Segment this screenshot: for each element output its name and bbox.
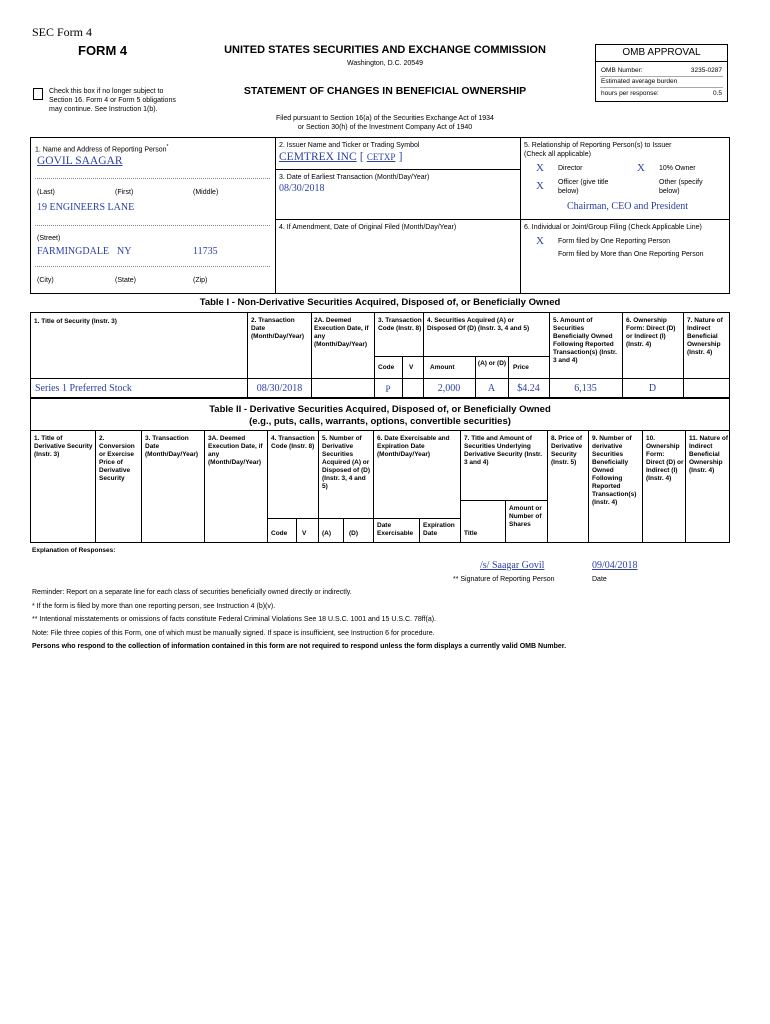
t1-col5: 5. Amount of Securities Beneficially Owned Following Reported Transaction(s) (Instr. 3 and 4): [553, 317, 617, 364]
state-label: (State): [115, 277, 137, 284]
omb-hours-label: hours per response:: [601, 90, 659, 97]
officer-title: Chairman, CEO and President: [567, 201, 689, 212]
note-star: * If the form is filed by more than one reporting person, see Instruction 4 (b)(v).: [32, 603, 276, 610]
filing-label: 6. Individual or Joint/Group Filing (Check Applicable Line): [524, 224, 702, 231]
t1-row-form: D: [648, 383, 657, 394]
one-person-mark[interactable]: X: [536, 235, 544, 247]
t1-row-amount: 2,000: [437, 383, 461, 394]
street-label: (Street): [37, 235, 61, 242]
explanation-label: Explanation of Responses:: [32, 547, 116, 554]
officer-label: Officer (give title below): [558, 179, 609, 195]
street-value: 19 ENGINEERS LANE: [37, 202, 135, 213]
statement-title: STATEMENT OF CHANGES IN BENEFICIAL OWNERSHIP: [243, 85, 527, 97]
other-label: Other (specify below): [659, 179, 703, 195]
note-double-star: ** Intentional misstatements or omissions of facts constitute Federal Criminal Violations See 18 U.S.C. 1001 and 15 U.S.C. 78ff(a).: [32, 616, 436, 623]
city-label: (City): [37, 277, 54, 284]
signature: /s/ Saagar Govil: [480, 560, 545, 571]
city-value: FARMINGDALE: [37, 246, 110, 257]
t2-col10: 10. Ownership Form: Direct (D) or Indirect (I) (Instr. 4): [646, 435, 684, 482]
signature-label: ** Signature of Reporting Person: [453, 576, 555, 583]
t2-col3: 3. Transaction Date (Month/Day/Year): [145, 435, 199, 458]
officer-mark[interactable]: X: [536, 180, 544, 192]
persons-notice: Persons who respond to the collection of information contained in this form are not required to respond unless the form displays a currently valid OMB Number.: [32, 643, 567, 650]
commission-title: UNITED STATES SECURITIES AND EXCHANGE COMMISSION: [224, 44, 546, 56]
note-copies: Note: File three copies of this Form, one of which must be manually signed. If space is insufficient, see Instruction 6 for procedure.: [32, 630, 435, 637]
t1-col6: 6. Ownership Form: Direct (D) or Indirect (I) (Instr. 4): [626, 317, 676, 348]
t1-row-date: 08/30/2018: [256, 383, 303, 394]
filed-pursuant: Filed pursuant to Section 16(a) of the Securities Exchange Act of 1934 or Section 30(h) of the Investment Company Act of 1940: [276, 115, 494, 131]
t1-col4: 4. Securities Acquired (A) or Disposed Of (D) (Instr. 3, 4 and 5): [427, 317, 530, 332]
table1-title: Table I - Non-Derivative Securities Acquired, Disposed of, or Beneficially Owned: [199, 297, 561, 308]
t1-row-owned: 6,135: [574, 383, 597, 394]
t2-sub-title: Title: [464, 530, 478, 537]
t1-col7: 7. Nature of Indirect Beneficial Ownership (Instr. 4): [687, 317, 723, 356]
omb-number-value: 3235-0287: [690, 67, 722, 74]
omb-burden-label: Estimated average burden: [601, 78, 678, 85]
middle-label: (Middle): [193, 189, 219, 196]
multi-person-label: Form filed by More than One Reporting Person: [558, 251, 704, 258]
t1-row-title: Series 1 Preferred Stock: [35, 383, 132, 394]
table2-title: Table II - Derivative Securities Acquired, Disposed of, or Beneficially Owned (e.g., puts, calls, warrants, options, convertible securities): [209, 404, 551, 427]
earliest-date-label: 3. Date of Earliest Transaction (Month/Day/Year): [279, 174, 430, 181]
omb-approval-box: [595, 44, 728, 102]
no-longer-subject-text: Check this box if no longer subject to Section 16. Form 4 or Form 5 obligations may continue. See Instruction 1(b).: [49, 88, 176, 113]
t2-sub-date-ex: Date Exercisable: [377, 522, 414, 537]
commission-location: Washington, D.C. 20549: [346, 60, 423, 67]
no-longer-subject-checkbox[interactable]: [33, 88, 43, 100]
t2-sub-amount: Amount or Number of Shares: [509, 505, 542, 528]
one-person-label: Form filed by One Reporting Person: [558, 238, 671, 245]
t1-sub-price: Price: [513, 364, 529, 371]
issuer-name[interactable]: CEMTREX INC: [279, 151, 357, 163]
t2-col9: 9. Number of derivative Securities Beneficially Owned Following Reported Transaction(s) (Instr. 4): [592, 435, 637, 506]
form-title: FORM 4: [78, 43, 128, 58]
issuer-name-ticker: CEMTREX INC [ CETXP ]: [279, 151, 403, 163]
t2-col8: 8. Price of Derivative Security (Instr. 5): [551, 435, 583, 466]
reporting-person-name[interactable]: GOVIL SAAGAR: [37, 155, 123, 167]
t1-sub-code: Code: [378, 364, 395, 371]
t2-col7: 7. Title and Amount of Securities Underlying Derivative Security (Instr. 3 and 4): [464, 435, 543, 466]
first-label: (First): [115, 189, 134, 196]
director-mark[interactable]: X: [536, 162, 544, 174]
t1-col2: 2. Transaction Date (Month/Day/Year): [251, 317, 305, 340]
t1-sub-v: V: [409, 364, 414, 371]
omb-title: OMB APPROVAL: [596, 45, 727, 62]
t2-col11: 11. Nature of Indirect Beneficial Ownership (Instr. 4): [689, 435, 729, 474]
amendment-label: 4. If Amendment, Date of Original Filed (Month/Day/Year): [279, 224, 457, 231]
t1-row-aord: A: [487, 383, 496, 394]
t2-sub-d: (D): [349, 530, 359, 537]
t2-col4: 4. Transaction Code (Instr. 8): [271, 435, 315, 450]
omb-hours-value: 0.5: [712, 90, 722, 97]
zip-label: (Zip): [193, 277, 208, 284]
sec-form-label: SEC Form 4: [32, 25, 93, 39]
t1-col1: 1. Title of Security (Instr. 3): [34, 318, 117, 325]
zip-value: 11735: [193, 246, 218, 257]
t1-col3: 3. Transaction Code (Instr. 8): [378, 317, 422, 332]
reminder-text: Reminder: Report on a separate line for each class of securities beneficially owned directly or indirectly.: [32, 589, 352, 596]
relationship-label: 5. Relationship of Reporting Person(s) to Issuer (Check all applicable): [524, 142, 672, 158]
t2-col3a: 3A. Deemed Execution Date, if any (Month/Day/Year): [208, 435, 263, 466]
t1-row-price: $4.24: [517, 383, 540, 394]
issuer-ticker[interactable]: CETXP: [366, 152, 396, 162]
director-label: Director: [558, 165, 583, 172]
t2-sub-exp: Expiration Date: [423, 522, 455, 537]
reporting-person-label: 1. Name and Address of Reporting Person*: [35, 144, 169, 154]
t2-col6: 6. Date Exercisable and Expiration Date (Month/Day/Year): [377, 435, 450, 458]
issuer-label: 2. Issuer Name and Ticker or Trading Symbol: [279, 142, 420, 149]
t1-sub-aord: (A) or (D): [477, 360, 507, 367]
ten-percent-mark[interactable]: X: [637, 162, 645, 174]
t1-col2a: 2A. Deemed Execution Date, if any (Month/Day/Year): [314, 317, 369, 348]
earliest-date-value: 08/30/2018: [279, 183, 325, 194]
omb-number-label: OMB Number:: [601, 67, 643, 74]
t2-sub-code: Code: [271, 530, 288, 537]
t1-row-code: P: [385, 384, 391, 394]
ten-percent-label: 10% Owner: [659, 165, 696, 172]
t2-col1: 1. Title of Derivative Security (Instr. 3): [34, 435, 93, 458]
t2-col2: 2. Conversion or Exercise Price of Derivative Security: [99, 435, 135, 482]
signature-date: 09/04/2018: [592, 560, 638, 571]
t2-col5: 5. Number of Derivative Securities Acquired (A) or Disposed of (D) (Instr. 3, 4 and 5): [322, 435, 371, 490]
date-label: Date: [592, 576, 607, 583]
state-value: NY: [117, 246, 132, 257]
t2-sub-v: V: [302, 530, 307, 537]
t1-sub-amount: Amount: [430, 364, 455, 371]
t2-sub-a: (A): [322, 530, 332, 537]
last-label: (Last): [37, 189, 55, 196]
